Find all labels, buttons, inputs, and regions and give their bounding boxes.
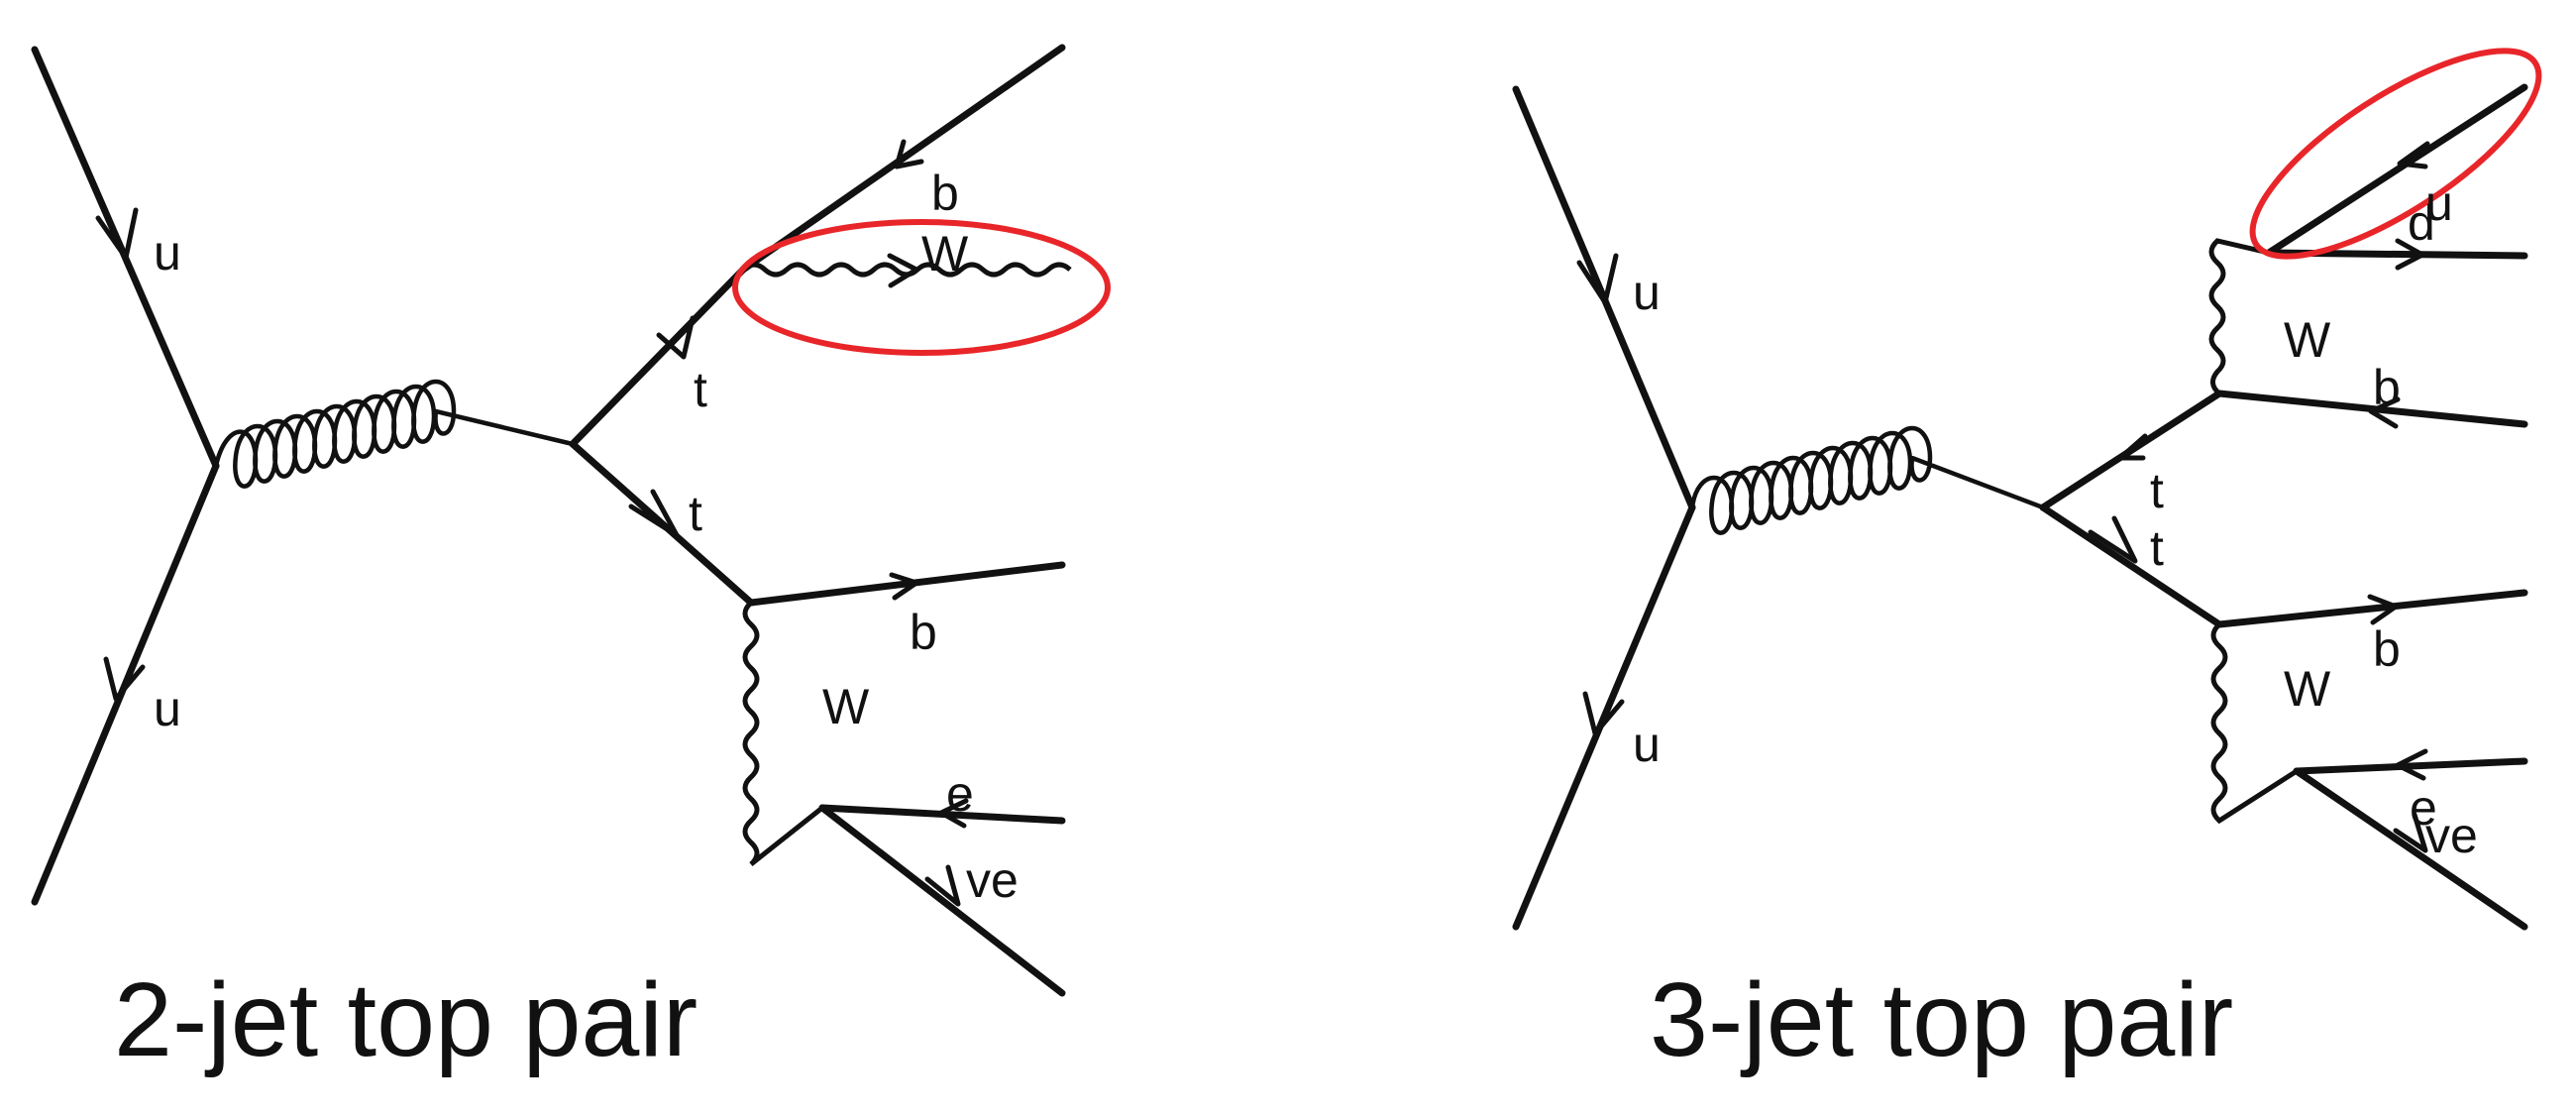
gluon-propagator-1 (216, 382, 573, 487)
diagram-2jet (35, 48, 1108, 1078)
label-u-in-1: u (1633, 265, 1661, 320)
label-u-in-2: u (154, 681, 181, 736)
label-nu: ve (2425, 808, 2478, 863)
label-b-down: b (910, 605, 937, 660)
caption-3jet: 3-jet top pair (1650, 961, 2234, 1078)
label-b-down: b (2373, 621, 2401, 677)
label-t-up: t (694, 362, 707, 417)
w-boson-up (2211, 241, 2269, 393)
top-quark-line-up (573, 270, 743, 444)
label-u-in-2: u (1633, 717, 1661, 772)
u-quark-line (2269, 87, 2524, 253)
label-u-in-1: u (154, 225, 181, 280)
label-u-jet: u (2425, 175, 2453, 231)
diagram-3jet (1516, 15, 2566, 1078)
label-t-up: t (2150, 463, 2164, 518)
w-boson-down (2213, 624, 2297, 821)
quark-line-u-in-2 (1516, 507, 1692, 927)
label-w-up: W (2284, 312, 2331, 368)
b-quark-line-up (743, 48, 1062, 270)
label-t-down: t (689, 486, 702, 541)
label-t-down: t (2150, 520, 2164, 576)
b-quark-line-down (751, 565, 1062, 603)
top-quark-line-down (2043, 507, 2219, 624)
gluon-propagator-2 (1692, 428, 2043, 533)
label-e: e (2410, 780, 2437, 836)
caption-2jet: 2-jet top pair (114, 961, 698, 1078)
label-w-down: W (822, 679, 870, 734)
label-d: d (2408, 195, 2435, 251)
label-w-down: W (2284, 661, 2331, 717)
label-e: e (946, 766, 974, 822)
label-b-up: b (2373, 360, 2401, 415)
label-w-up: W (921, 226, 969, 281)
w-boson-down (745, 603, 822, 864)
neutrino-line (822, 808, 1062, 993)
label-b-up: b (931, 166, 959, 221)
label-nu: ve (966, 852, 1019, 908)
